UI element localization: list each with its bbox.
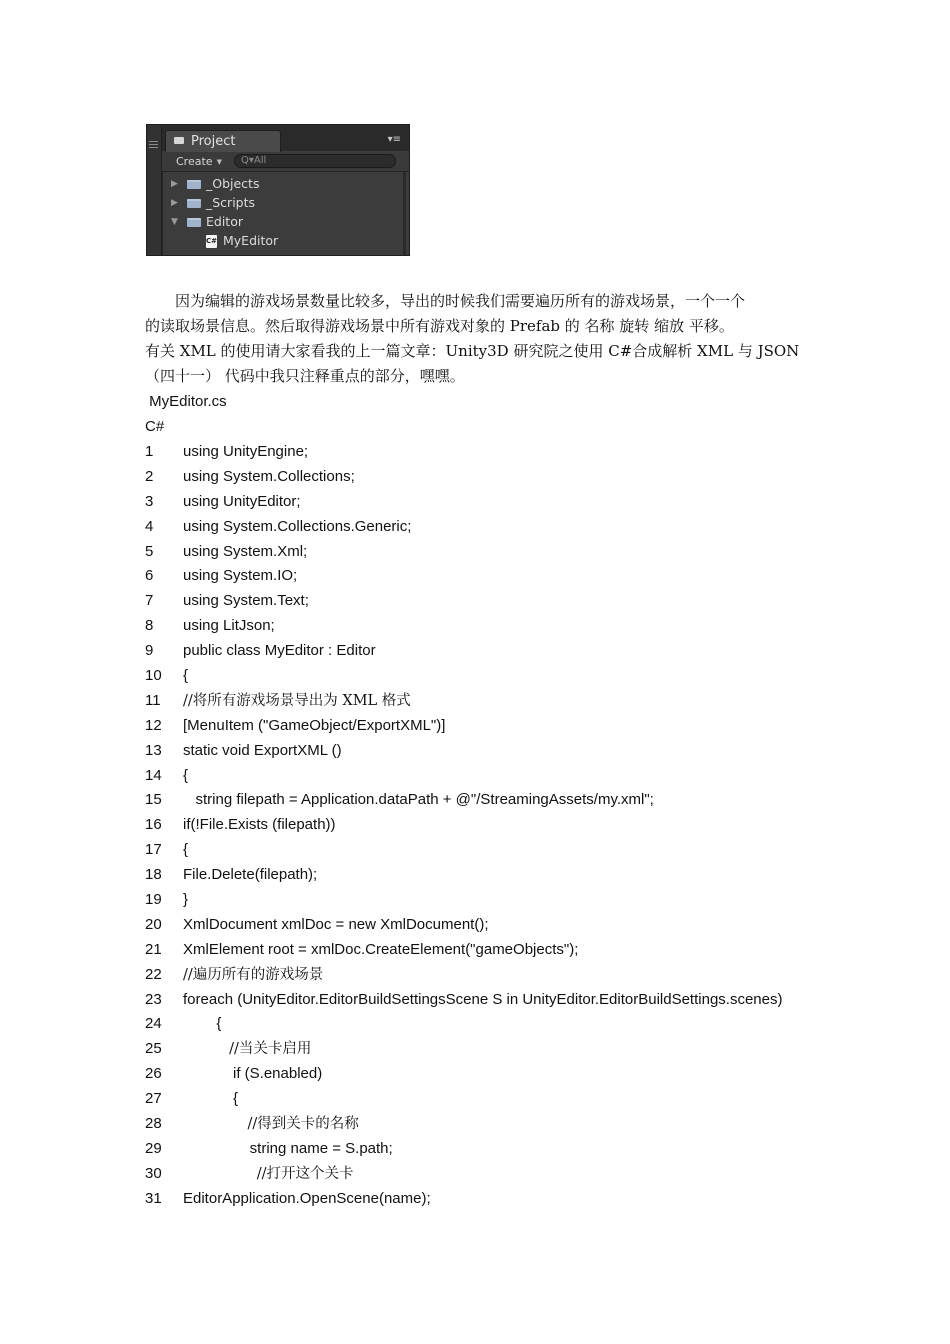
code-line	[145, 764, 845, 789]
line-number: 17	[145, 841, 162, 859]
code-text: //当关卡启用	[183, 1041, 312, 1058]
code-line	[145, 664, 845, 689]
line-number: 8	[145, 617, 154, 635]
tree-scrollbar[interactable]	[403, 172, 406, 255]
create-button-label: Create	[176, 155, 213, 168]
code-line	[145, 515, 845, 540]
line-number: 14	[145, 766, 162, 784]
line-number: 12	[145, 716, 162, 734]
code-line	[145, 938, 845, 963]
line-number: 13	[145, 741, 162, 759]
project-tab[interactable]	[165, 130, 281, 152]
left-dock-strip	[147, 125, 162, 255]
create-button[interactable]	[176, 154, 222, 170]
code-line	[145, 1187, 845, 1212]
code-text: using LitJson;	[183, 617, 275, 635]
code-text: using System.Xml;	[183, 542, 308, 560]
code-line	[145, 540, 845, 565]
paragraph-line: 因为编辑的游戏场景数量比较多，导出的时候我们需要遍历所有的游戏场景，一个一个	[175, 292, 746, 310]
line-number: 18	[145, 866, 162, 884]
code-listing	[145, 440, 845, 1212]
code-text: //遍历所有的游戏场景	[183, 966, 324, 983]
code-text: {	[183, 667, 189, 685]
code-line	[145, 1062, 845, 1087]
code-line	[145, 838, 845, 863]
line-number: 23	[145, 990, 162, 1008]
line-number: 20	[145, 915, 162, 933]
code-line	[145, 1037, 845, 1062]
panel-menu-icon[interactable]: ▾≡	[387, 134, 401, 145]
code-line	[145, 689, 845, 714]
line-number: 10	[145, 667, 162, 685]
line-number: 3	[145, 492, 154, 510]
line-number: 24	[145, 1015, 162, 1033]
project-tree	[162, 172, 409, 255]
line-number: 19	[145, 891, 162, 909]
panel-tab-bar	[162, 125, 409, 151]
code-text: {	[183, 1090, 239, 1108]
line-number: 4	[145, 517, 154, 535]
line-number: 21	[145, 940, 162, 958]
code-line	[145, 614, 845, 639]
code-text: File.Delete(filepath);	[183, 866, 318, 884]
code-line	[145, 465, 845, 490]
line-number: 9	[145, 642, 154, 660]
line-number: 31	[145, 1189, 162, 1207]
line-number: 1	[145, 443, 154, 460]
line-number: 22	[145, 965, 162, 983]
code-text: XmlElement root = xmlDoc.CreateElement("gameObjects");	[183, 940, 579, 958]
code-text: using System.Collections.Generic;	[183, 517, 412, 535]
folder-icon	[187, 199, 201, 208]
code-line	[145, 564, 845, 589]
project-toolbar	[162, 152, 409, 172]
code-text: //将所有游戏场景导出为 XML 格式	[183, 692, 411, 709]
code-text: using System.Collections;	[183, 467, 355, 485]
code-text: string name = S.path;	[183, 1139, 393, 1157]
project-panel-screenshot	[146, 124, 410, 256]
code-text: foreach (UnityEditor.EditorBuildSettingsScene S in UnityEditor.EditorBuildSettings.scenes)	[183, 990, 783, 1008]
tree-item-label: _Scripts	[206, 195, 256, 210]
code-text: static void ExportXML ()	[183, 741, 342, 759]
folder-icon	[174, 137, 184, 144]
code-line	[145, 739, 845, 764]
line-number: 6	[145, 567, 154, 585]
expand-arrow-icon[interactable]: ▶	[171, 198, 178, 208]
line-number: 25	[145, 1040, 162, 1058]
line-number: 2	[145, 467, 154, 485]
code-text: using System.Text;	[183, 592, 309, 610]
tree-item-label: Editor	[206, 214, 243, 229]
csharp-file-icon: C#	[206, 235, 217, 248]
code-line	[145, 1112, 845, 1137]
line-number: 15	[145, 791, 162, 809]
line-number: 29	[145, 1139, 162, 1157]
code-text: //得到关卡的名称	[183, 1116, 359, 1133]
code-line	[145, 639, 845, 664]
project-search-input[interactable]	[234, 154, 396, 168]
code-text: using UnityEngine;	[183, 443, 309, 460]
code-text: //打开这个关卡	[183, 1165, 354, 1182]
code-text: }	[183, 891, 189, 909]
code-line	[145, 788, 845, 813]
line-number: 27	[145, 1090, 162, 1108]
code-text: string filepath = Application.dataPath + @"/StreamingAssets/my.xml";	[183, 791, 654, 809]
code-text: if(!File.Exists (filepath))	[183, 816, 336, 834]
collapse-arrow-icon[interactable]: ▼	[171, 217, 178, 227]
code-text: {	[183, 766, 189, 784]
code-text: {	[183, 1015, 222, 1033]
tree-item-label: _Objects	[206, 176, 260, 191]
code-line	[145, 813, 845, 838]
line-number: 30	[145, 1164, 162, 1182]
paragraph-line: 的读取场景信息。然后取得游戏场景中所有游戏对象的 Prefab 的 名称 旋转 缩放 平移。	[145, 317, 734, 335]
code-text: XmlDocument xmlDoc = new XmlDocument();	[183, 915, 489, 933]
folder-open-icon	[187, 218, 201, 227]
code-text: EditorApplication.OpenScene(name);	[183, 1189, 431, 1207]
expand-arrow-icon[interactable]: ▶	[171, 179, 178, 189]
folder-icon	[187, 180, 201, 189]
code-line	[145, 913, 845, 938]
line-number: 28	[145, 1115, 162, 1133]
code-text: using UnityEditor;	[183, 492, 301, 510]
code-line	[145, 589, 845, 614]
code-text: using System.IO;	[183, 567, 298, 585]
line-number: 7	[145, 592, 154, 610]
code-line	[145, 1012, 845, 1037]
dock-grip-icon	[149, 141, 158, 149]
project-tab-label: Project	[191, 134, 236, 149]
caret-down-icon: ▼	[216, 158, 222, 166]
line-number: 16	[145, 816, 162, 834]
code-text: [MenuItem ("GameObject/ExportXML")]	[183, 716, 446, 734]
code-line	[145, 1162, 845, 1187]
code-line	[145, 490, 845, 515]
code-text: if (S.enabled)	[183, 1065, 323, 1083]
code-line	[145, 988, 845, 1013]
code-line	[145, 963, 845, 988]
code-language: C#	[145, 418, 165, 435]
line-number: 26	[145, 1065, 162, 1083]
tree-item-myeditor[interactable]	[163, 232, 363, 250]
paragraph-line: 有关 XML 的使用请大家看我的上一篇文章：Unity3D 研究院之使用 C#合成解析 XML 与 JSON	[145, 342, 800, 360]
code-line	[145, 888, 845, 913]
intro-paragraph	[145, 289, 810, 389]
line-number: 5	[145, 542, 154, 560]
code-line	[145, 1087, 845, 1112]
paragraph-line: （四十一） 代码中我只注释重点的部分，嘿嘿。	[145, 367, 465, 385]
code-line	[145, 440, 845, 465]
code-text: public class MyEditor : Editor	[183, 642, 376, 660]
tree-item-label: MyEditor	[223, 233, 279, 248]
code-line	[145, 714, 845, 739]
code-line	[145, 1137, 845, 1162]
file-name: MyEditor.cs	[145, 393, 227, 410]
line-number: 11	[145, 691, 161, 709]
code-line	[145, 863, 845, 888]
code-text: {	[183, 841, 189, 859]
search-placeholder: Q▾All	[241, 155, 267, 166]
